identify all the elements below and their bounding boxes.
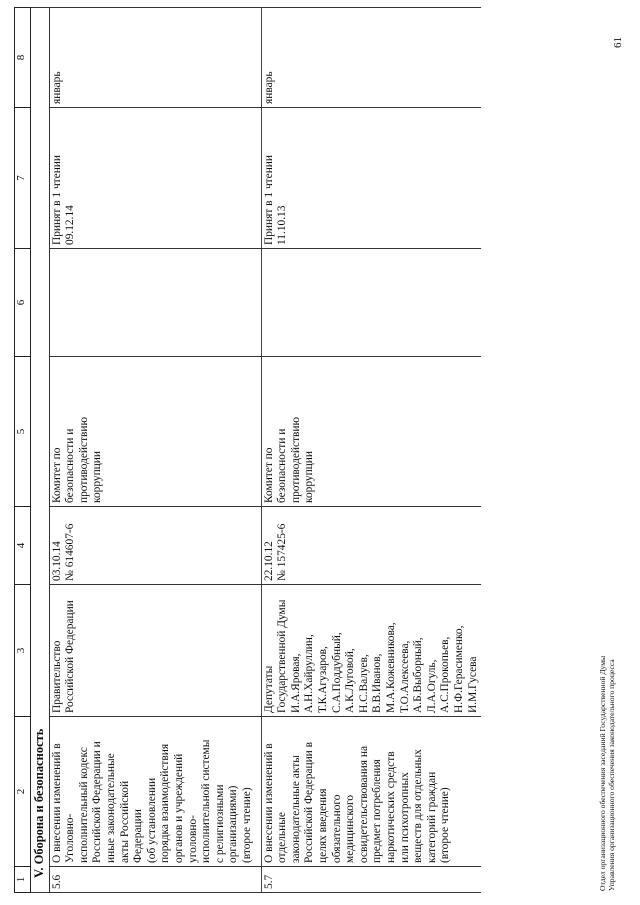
bill-initiator: Правительство Российской Федерации [49, 585, 261, 717]
row-number: 5.7 [261, 867, 481, 893]
bill-title: О внесении изменений в отдельные законодательные акты Российской Федерации в целях введения обязательного медицинского освидетельствования на предмет потребления наркотических средств или психотропных веществ для отдельных категорий граждан (второе чтение) [261, 717, 481, 867]
column-header: 3 [15, 585, 31, 717]
column-header: 6 [15, 249, 31, 357]
bill-registration [261, 507, 481, 585]
section-title: V. Оборона и безопасность [32, 728, 46, 878]
footer-line-1: Отдел организационного обеспечения заседаний Государственной Думы [598, 655, 607, 891]
responsible-committee: Комитет по безопасности и противодействию коррупции [261, 357, 481, 507]
footer-line-2: Управления организационного обеспечения законодательного процесса [607, 659, 616, 891]
bill-registration [49, 507, 261, 585]
bill-date: 22.10.12 [262, 541, 275, 581]
column-6-cell [49, 249, 261, 357]
column-header: 8 [15, 8, 31, 108]
table-row [261, 8, 481, 893]
bill-date: 03.10.14 [50, 541, 63, 581]
column-6-cell [261, 249, 481, 357]
bill-status: Принят в 1 чтении 09.12.14 [49, 108, 261, 249]
footer [598, 656, 616, 891]
bill-number: № 157425-6 [276, 523, 289, 581]
column-header: 7 [15, 108, 31, 249]
section-row [31, 8, 50, 893]
bill-status: Принят в 1 чтении 11.10.13 [261, 108, 481, 249]
column-header: 4 [15, 507, 31, 585]
bill-number: № 614607-6 [64, 523, 77, 581]
page-number: 61 [612, 37, 624, 48]
column-header: 1 [15, 867, 31, 893]
bill-initiator: Депутаты Государственной Думы И.А.Яровая, А.Н.Хайруллин, Т.К.Агузаров, С.А.Поддубный, А.К.Луговой, Н.С.Валуев, В.В.Иванов, М.А.Кожевникова, Т.О.Алексеева, А.Б.Выборный, Л.А.Огуль, А.С.Прокопьев, Н.Ф.Герасименко, И.М.Гусева [261, 585, 481, 717]
row-number: 5.6 [49, 867, 261, 893]
plan-month: январь [49, 8, 261, 108]
column-header: 5 [15, 357, 31, 507]
plan-month: январь [261, 8, 481, 108]
table-row [49, 8, 261, 893]
bills-table [14, 7, 481, 893]
bill-title: О внесении изменений в Уголовно- исполнительный кодекс Российской Федерации и иные законодательные акты Российской Федерации (об установлении порядка взаимодействия органов и учреждений уголовно- исполнительной системы с религиозными организациями) (второе чтение) [49, 717, 261, 867]
responsible-committee: Комитет по безопасности и противодействию коррупции [49, 357, 261, 507]
column-header: 2 [15, 717, 31, 867]
table-header-row [15, 8, 31, 893]
